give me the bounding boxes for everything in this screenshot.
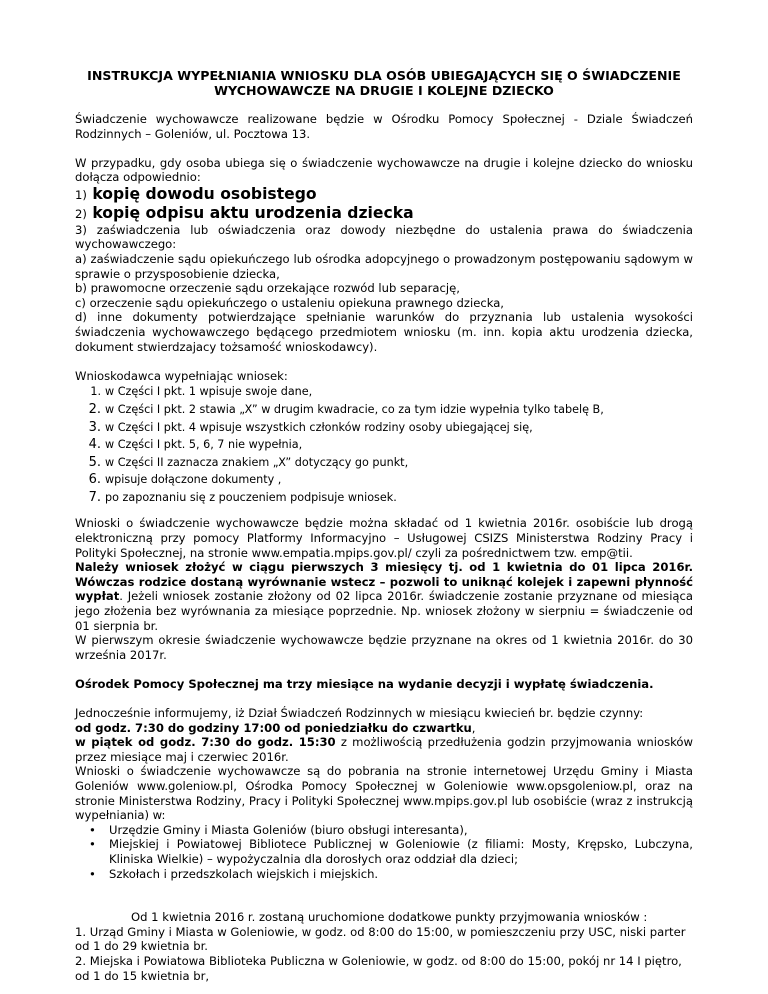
step-item xyxy=(75,401,693,419)
doc-item-3: 3) zaświadczenia lub oświadczenia oraz dowody niezbędne do ustalenia prawa do świadczenia wychowawczego: xyxy=(75,222,693,252)
doc-sub-b: b) prawomocne orzeczenie sądu orzekające rozwód lub separację, xyxy=(75,281,460,296)
hours-line-2 xyxy=(75,735,693,764)
decision-text: Ośrodek Pomocy Społecznej ma trzy miesiące na wydanie decyzji i wypłatę świadczenia. xyxy=(75,676,654,691)
decision-notice xyxy=(75,677,693,692)
extra-point-1: 1. Urząd Gminy i Miasta w Goleniowie, w godz. od 8:00 do 15:00, w pomieszczeniu przy USC, niski parter od 1 do 29 kwietnia br. xyxy=(75,924,686,954)
list-item: • Miejskiej i Powiatowej Bibliotece Publicznej w Goleniowie (z filiami: Mosty, Krępsko, Lubczyna, Kliniska Wielkie) – wypożyczalnia dla dorosłych oraz oddział dla dzieci; xyxy=(75,837,693,866)
intro-paragraph: Świadczenie wychowawcze realizowane będzie w Ośrodku Pomocy Społecznej - Dziale Świadczeń Rodzinnych – Goleniów, ul. Pocztowa 13. xyxy=(75,112,693,141)
list-item: • Szkołach i przedszkolach wiejskich i miejskich. xyxy=(75,867,693,882)
step-item xyxy=(75,419,693,437)
apply-paragraph: Wnioski o świadczenie wychowawcze będzie można składać od 1 kwietnia 2016r. osobiście lub drogą elektroniczną przy pomocy Platformy Informacyjno – Usługowej CSIZS Ministerstwa Rodziny Pracy i Polityki Społecznej, na stronie www.empatia.mpips.gov.pl/ czyli za pośrednictwem tzw. emp@tii. xyxy=(75,516,693,560)
first-period-paragraph: W pierwszym okresie świadczenie wychowawcze będzie przyznane na okres od 1 kwietnia 2016r. do 30 września 2017r. xyxy=(75,633,693,662)
step-item xyxy=(75,436,693,454)
step-number: 6 . xyxy=(83,471,101,489)
places-list xyxy=(75,823,693,881)
step-item xyxy=(75,471,693,489)
step-text: w Części I pkt. 2 stawia „X” w drugim kwadracie, co za tym idzie wypełnia tylko tabelę B, xyxy=(105,402,604,416)
hours-line-2-bold: w piątek od godz. 7:30 do godz. 15:30 xyxy=(75,735,336,750)
doc-sub-c: c) orzeczenie sądu opiekuńczego o ustaleniu opiekuna prawnego dziecka, xyxy=(75,295,504,310)
step-number: 2 . xyxy=(83,401,101,419)
hours-lead: Jednocześnie informujemy, iż Dział Świadczeń Rodzinnych w miesiącu kwiecień br. będzie czynny: xyxy=(75,706,644,720)
step-text: w Części II zaznacza znakiem „X” dotyczący go punkt, xyxy=(105,455,409,469)
doc-sub-a: a) zaświadczenie sądu opiekuńczego lub ośrodka adopcyjnego o prowadzonym postępowaniu sądowym w sprawie o przysposobienie dziecka, xyxy=(75,252,693,281)
hours-line-1-bold: od godz. 7:30 do godziny 17:00 od poniedziałku do czwartku xyxy=(75,720,472,735)
docs-lead: W przypadku, gdy osoba ubiega się o świadczenie wychowawcze na drugie i kolejne dziecko do wniosku dołącza odpowiednio: xyxy=(75,155,693,185)
doc-item-1-text: kopię dowodu osobistego xyxy=(92,184,317,203)
step-number: 3 . xyxy=(83,419,101,437)
step-text: wpisuje dołączone dokumenty , xyxy=(105,473,282,487)
apply-deadline-rest: . Jeżeli wniosek zostanie złożony od 02 lipca 2016r. świadczenie zostanie przyznane od miesiąca jego złożenia bez wyrównania za miesiące poprzednie. Np. wniosek złożony w sierpniu = świadczenie od 01 sierpnia br. xyxy=(75,589,693,633)
hours-line-1 xyxy=(75,721,693,736)
steps-list xyxy=(75,383,693,506)
doc-item-1-number: 1) xyxy=(75,187,87,202)
step-text: po zapoznaniu się z pouczeniem podpisuje wniosek. xyxy=(105,490,397,504)
step-number: 1 . xyxy=(83,383,101,401)
doc-sub-d: d) inne dokumenty potwierdzające spełnianie warunków do przyznania lub ustalenia wysokości świadczenia wychowawczego będącego przedmiotem wniosku (m. inn. kopia aktu urodzenia dziecka, dokument stwierdzajacy tożsamość wnioskodawcy). xyxy=(75,310,693,354)
doc-item-2 xyxy=(75,204,693,223)
step-number: 4 . xyxy=(83,436,101,454)
doc-item-1 xyxy=(75,185,693,204)
hours-line-1-end: , xyxy=(471,720,476,735)
hours-line-2-rest: z możliwością przedłużenia godzin przyjmowania wniosków przez miesiące maj i czerwiec 2016r. xyxy=(75,735,693,764)
step-item xyxy=(75,489,693,507)
extra-points-lead: Od 1 kwietnia 2016 r. zostaną uruchomione dodatkowe punkty przyjmowania wniosków : xyxy=(131,910,648,925)
doc-item-2-text: kopię odpisu aktu urodzenia dziecka xyxy=(92,203,414,222)
extra-point-2: 2. Miejska i Powiatowa Biblioteka Publiczna w Goleniowie, w godz. od 8:00 do 15:00, pokój nr 14 I piętro, od 1 do 15 kwietnia br, xyxy=(75,953,682,983)
step-item xyxy=(75,383,693,401)
apply-deadline-bold: Należy wniosek złożyć w ciągu pierwszych 3 miesięcy tj. od 1 kwietnia do 01 lipca 2016r. Wówczas rodzice dostaną wyrównanie wstecz – pozwoli to uniknąć kolejek i zapewni płynność wypłat xyxy=(75,560,693,604)
step-number: 5 . xyxy=(83,454,101,472)
doc-item-2-number: 2) xyxy=(75,206,87,221)
list-item: • Urzędzie Gminy i Miasta Goleniów (biuro obsługi interesanta), xyxy=(75,823,693,838)
step-number: 7 . xyxy=(83,489,101,507)
document-title: INSTRUKCJA WYPEŁNIANIA WNIOSKU DLA OSÓB UBIEGAJĄCYCH SIĘ O ŚWIADCZENIE WYCHOWAWCZE NA DRUGIE I KOLEJNE DZIECKO xyxy=(87,68,681,98)
apply-deadline-paragraph xyxy=(75,560,693,633)
steps-lead: Wnioskodawca wypełniając wniosek: xyxy=(75,368,288,383)
step-text: w Części I pkt. 5, 6, 7 nie wypełnia, xyxy=(105,438,303,452)
document-page xyxy=(75,68,693,983)
download-paragraph: Wnioski o świadczenie wychowawcze są do pobrania na stronie internetowej Urzędu Gminy i Miasta Goleniów www.goleniow.pl, Ośrodka Pomocy Społecznej w Goleniowie www.opsgoleniow.pl, oraz na stronie Ministerstwa Rodziny, Pracy i Polityki Społecznej www.mpips.gov.pl lub osobiście (wraz z instrukcją wypełniania) w: xyxy=(75,764,693,823)
step-item xyxy=(75,454,693,472)
step-text: w Części I pkt. 1 wpisuje swoje dane, xyxy=(105,385,313,399)
step-text: w Części I pkt. 4 wpisuje wszystkich członków rodziny osoby ubiegającej się, xyxy=(105,420,533,434)
